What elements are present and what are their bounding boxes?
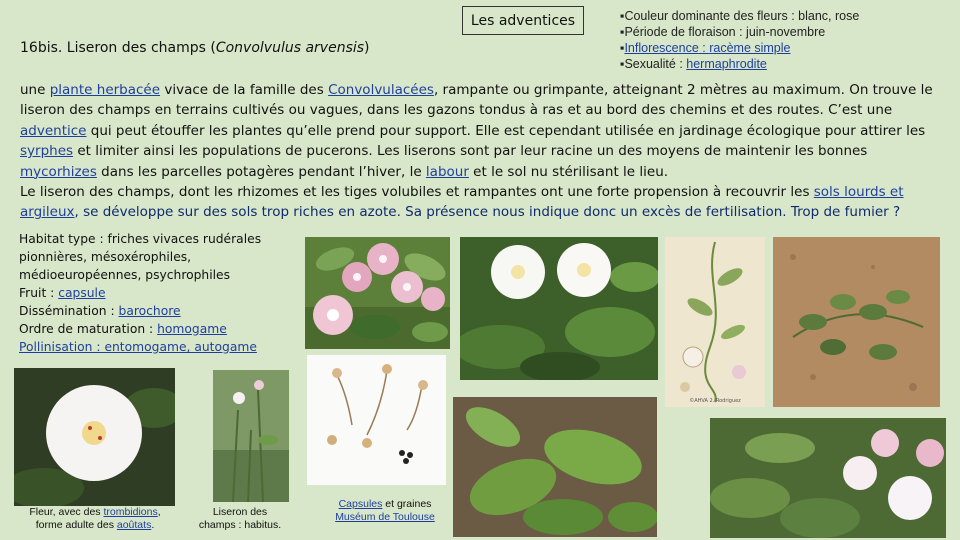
raceme-link[interactable]: racème simple: [709, 41, 791, 55]
intro-text: une: [20, 82, 50, 98]
trait-pollination: [19, 338, 264, 356]
species-title-prefix: 16bis. Liseron des champs (: [20, 40, 216, 56]
hermaphrodite-link[interactable]: hermaphrodite: [686, 57, 767, 71]
trait-dissemination-label: Dissémination :: [19, 304, 119, 318]
species-latin-name: Convolvulus arvensis: [215, 40, 365, 56]
barochore-link[interactable]: barochore: [118, 304, 181, 318]
photo-capsules-seeds: [307, 355, 446, 485]
photo-leaves: [453, 397, 657, 537]
species-title-suffix: ): [364, 40, 370, 56]
fact-flowering-text: Période de floraison : juin-novembre: [624, 25, 826, 39]
caption-flower-text: ,: [157, 506, 161, 518]
intro-text: Le liseron des champs, dont les rhizomes et les tiges volubiles et rampantes ont une forte propension à recouvrir les: [20, 184, 814, 201]
fact-flowering: [620, 24, 859, 40]
labour-link[interactable]: labour: [425, 163, 469, 180]
section-title-box: [462, 6, 584, 35]
trait-maturation-label: Ordre de maturation :: [19, 322, 158, 336]
bullet-icon: ▪: [620, 25, 625, 39]
inflorescence-separator: :: [698, 41, 710, 55]
bullet-icon: ▪: [620, 41, 625, 55]
trombidions-link[interactable]: trombidions: [103, 506, 158, 518]
photo-pink-flowers: [305, 237, 450, 349]
caption-flower: [10, 506, 180, 532]
description-paragraph: [20, 80, 948, 223]
traits-list: [19, 230, 264, 356]
intro-text: et limiter ainsi les populations de pucerons. Les liserons sont par leur racine un des moyens de maintenir les bonnes: [73, 143, 868, 160]
syrphes-link[interactable]: syrphes: [20, 143, 74, 160]
entomogame-autogame-link[interactable]: entomogame, autogame: [104, 340, 257, 354]
fact-sexuality: [620, 56, 859, 72]
caption-habitus-line2: champs : habitus.: [198, 519, 282, 531]
capsule-link[interactable]: capsule: [58, 286, 106, 300]
photo-white-flowers: [460, 237, 658, 380]
caption-flower-text: .: [151, 519, 155, 531]
photo-flower-closeup: [14, 368, 175, 506]
photo-habitus: [213, 370, 289, 502]
capsules-link[interactable]: Capsules: [338, 498, 383, 510]
museum-toulouse-link[interactable]: Muséum de Toulouse: [335, 511, 435, 523]
pollination-separator: :: [92, 340, 105, 354]
illustration-watermark: ©AHVA 2. Rodriguez: [689, 398, 741, 404]
herbaceous-plant-link[interactable]: plante herbacée: [49, 82, 161, 98]
pollination-link[interactable]: Pollinisation: [19, 340, 93, 354]
intro-text: et le sol nu stérilisant le lieu.: [468, 163, 669, 180]
photo-plant-on-soil: [773, 237, 940, 407]
facts-list: [620, 8, 859, 72]
fact-sexuality-label: Sexualité :: [624, 57, 687, 71]
photo-pink-white-flowers: [710, 418, 946, 538]
intro-text: , se développe sur des sols trop riches en azote. Sa présence nous indique donc un excès de fertilisation. Trop de fumier ?: [74, 204, 901, 221]
fact-inflorescence: [620, 40, 859, 56]
botanical-illustration: [665, 237, 765, 407]
caption-capsules-text: et graines: [382, 498, 432, 510]
section-title: Les adventices: [470, 12, 576, 29]
bullet-icon: ▪: [620, 57, 625, 71]
caption-flower-text: forme adulte des: [35, 519, 117, 531]
trait-maturation: [19, 320, 264, 338]
homogame-link[interactable]: homogame: [157, 322, 227, 336]
inflorescence-link[interactable]: Inflorescence: [624, 41, 699, 55]
trait-dissemination: [19, 302, 264, 320]
caption-flower-text: Fleur, avec des: [29, 506, 104, 518]
heavy-clay-soils-link[interactable]: sols lourds et argileux: [20, 184, 904, 221]
convolvulaceae-link[interactable]: Convolvulacées: [328, 82, 434, 98]
intro-text: vivace de la famille des: [160, 82, 329, 98]
trait-fruit: [19, 284, 264, 302]
caption-habitus: [185, 506, 295, 532]
intro-text: , rampante ou grimpante, atteignant 2 mètres au maximum. On trouve le liseron des champs en terrains cultivés ou vagues, dans les gazons tondus à ras et au bord des chemins et des routes. C’est une: [20, 82, 933, 119]
caption-capsules: [320, 498, 450, 524]
mycorhizes-link[interactable]: mycorhizes: [20, 163, 97, 180]
trait-habitat: Habitat type : friches vivaces rudérales pionnières, mésoxérophiles, médioeuropéennes, psychrophiles: [19, 232, 262, 282]
intro-text: qui peut étouffer les plantes qu’elle prend pour support. Elle est cependant utilisée en jardinage écologique pour attirer les: [86, 122, 926, 139]
intro-text: dans les parcelles potagères pendant l’hiver, le: [96, 163, 426, 180]
adventice-link[interactable]: adventice: [20, 122, 87, 139]
fact-flower-color: [620, 8, 859, 24]
aoutats-link[interactable]: aoûtats: [116, 519, 152, 531]
trait-fruit-label: Fruit :: [19, 286, 59, 300]
caption-habitus-line1: Liseron des: [212, 506, 268, 518]
species-title: [20, 40, 370, 56]
bullet-icon: ▪: [620, 9, 625, 23]
fact-flower-color-text: Couleur dominante des fleurs : blanc, rose: [624, 9, 860, 23]
